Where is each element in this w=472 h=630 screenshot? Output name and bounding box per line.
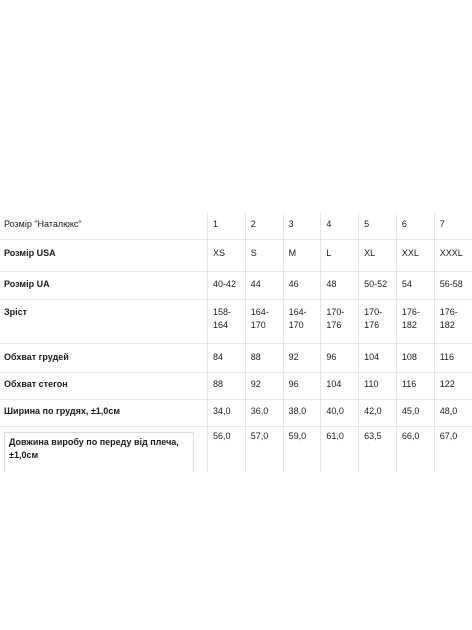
table-cell: XS xyxy=(208,240,246,272)
table-row-chest xyxy=(0,344,472,373)
table-row-size-usa xyxy=(0,240,472,272)
table-row-hips xyxy=(0,373,472,400)
size-chart-table xyxy=(0,213,472,472)
table-cell: XL xyxy=(359,240,397,272)
table-cell: 45,0 xyxy=(396,400,434,427)
table-cell: 57,0 xyxy=(245,427,283,473)
row-label: Розмір USA xyxy=(0,240,208,272)
table-cell: 36,0 xyxy=(245,400,283,427)
table-cell: 54 xyxy=(396,272,434,300)
table-cell: 88 xyxy=(245,344,283,373)
table-cell: 104 xyxy=(321,373,359,400)
table-cell: 42,0 xyxy=(359,400,397,427)
table-cell: 88 xyxy=(208,373,246,400)
table-cell: 40-42 xyxy=(208,272,246,300)
table-cell: 63,5 xyxy=(359,427,397,473)
table-cell: 61,0 xyxy=(321,427,359,473)
table-cell: XXL xyxy=(396,240,434,272)
table-cell: 158-164 xyxy=(208,300,246,344)
table-cell: 116 xyxy=(396,373,434,400)
table-cell: 7 xyxy=(434,213,472,240)
table-cell: 92 xyxy=(245,373,283,400)
table-cell: 4 xyxy=(321,213,359,240)
table-cell: 56-58 xyxy=(434,272,472,300)
table-cell: 2 xyxy=(245,213,283,240)
table-cell: 176-182 xyxy=(434,300,472,344)
table-cell: 122 xyxy=(434,373,472,400)
table-cell: 34,0 xyxy=(208,400,246,427)
table-cell: S xyxy=(245,240,283,272)
row-label: Зріст xyxy=(0,300,208,344)
row-label: Довжина виробу по переду від плеча, ±1,0см xyxy=(4,432,194,472)
row-label: Розмір UA xyxy=(0,272,208,300)
row-label: Обхват стегон xyxy=(0,373,208,400)
table-row-chest-width xyxy=(0,400,472,427)
table-cell: 46 xyxy=(283,272,321,300)
table-cell: 66,0 xyxy=(396,427,434,473)
row-label: Розмір "Наталюкс" xyxy=(0,213,208,240)
table-cell: 1 xyxy=(208,213,246,240)
table-cell: 92 xyxy=(283,344,321,373)
table-cell: 3 xyxy=(283,213,321,240)
table-cell: 48,0 xyxy=(434,400,472,427)
table-cell: 5 xyxy=(359,213,397,240)
table-cell: 67,0 xyxy=(434,427,472,473)
table-cell: 170-176 xyxy=(359,300,397,344)
table-cell: L xyxy=(321,240,359,272)
table-cell: 56,0 xyxy=(208,427,246,473)
table-cell: M xyxy=(283,240,321,272)
table-cell: 44 xyxy=(245,272,283,300)
table-cell: 40,0 xyxy=(321,400,359,427)
table-cell: 50-52 xyxy=(359,272,397,300)
table-cell: 110 xyxy=(359,373,397,400)
table-cell: 84 xyxy=(208,344,246,373)
table-row-length xyxy=(0,427,472,473)
row-label: Обхват грудей xyxy=(0,344,208,373)
row-label: Ширина по грудях, ±1,0см xyxy=(0,400,208,427)
table-cell: 6 xyxy=(396,213,434,240)
table-cell: 116 xyxy=(434,344,472,373)
table-cell: 176-182 xyxy=(396,300,434,344)
table-cell: 108 xyxy=(396,344,434,373)
table-cell: 104 xyxy=(359,344,397,373)
table-cell: 96 xyxy=(283,373,321,400)
table-cell: 164-170 xyxy=(283,300,321,344)
table-cell: 170-176 xyxy=(321,300,359,344)
table-cell: 59,0 xyxy=(283,427,321,473)
table-row-size-brand xyxy=(0,213,472,240)
table-cell: 48 xyxy=(321,272,359,300)
table-cell: 164-170 xyxy=(245,300,283,344)
table-cell: 96 xyxy=(321,344,359,373)
table-cell: XXXL xyxy=(434,240,472,272)
table-row-height xyxy=(0,300,472,344)
table-cell: 38,0 xyxy=(283,400,321,427)
table-row-size-ua xyxy=(0,272,472,300)
row-label-cell xyxy=(0,427,208,473)
